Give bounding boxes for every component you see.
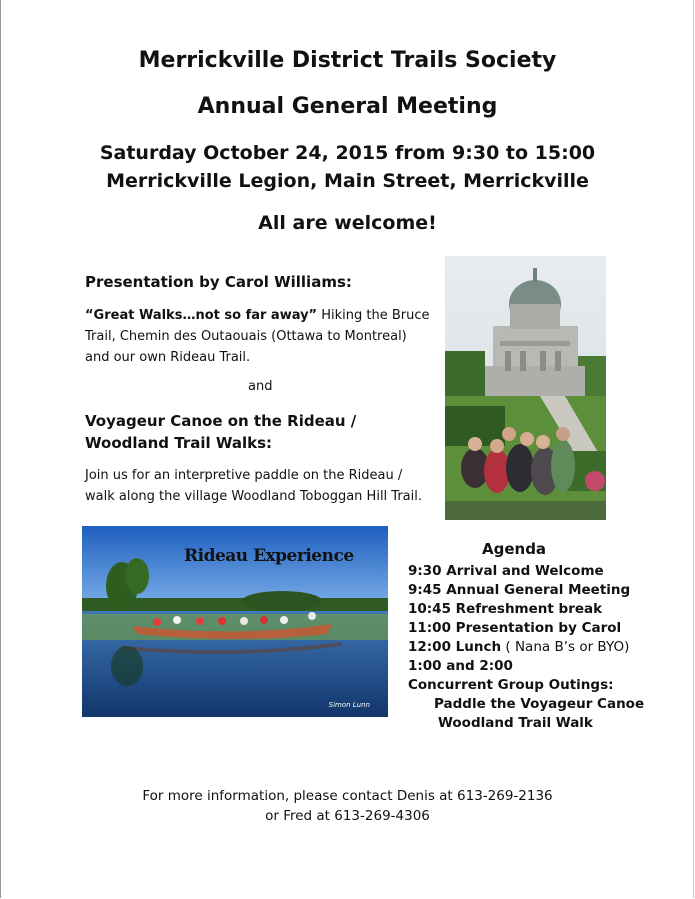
- agenda-title: Agenda: [482, 540, 547, 558]
- org-title: Merrickville District Trails Society: [138, 48, 557, 73]
- lunch-note: ( Nana B’s or BYO): [501, 639, 630, 655]
- agenda-outing: Paddle the Voyageur Canoe: [434, 696, 645, 712]
- location-line: Merrickville Legion, Main Street, Merrickville: [106, 170, 589, 192]
- agenda-list: [408, 562, 644, 733]
- presentation-heading: Presentation by Carol Williams:: [85, 273, 352, 291]
- voyageur-body: Join us for an interpretive paddle on the Rideau / walk along the village Woodland Toboggan Hill Trail.: [85, 468, 422, 504]
- agenda-item: 10:45 Refreshment break: [408, 601, 603, 617]
- lunch-time: 12:00 Lunch: [408, 639, 502, 655]
- oratory-photo: [445, 256, 606, 520]
- footer-line-2: or Fred at 613-269-4306: [265, 808, 430, 824]
- welcome-line: All are welcome!: [258, 212, 437, 234]
- agenda-item-lunch: [408, 638, 644, 657]
- presentation-quote: “Great Walks…not so far away”: [85, 308, 318, 323]
- agenda-item: 1:00 and 2:00: [408, 658, 513, 674]
- agenda-item: 9:45 Annual General Meeting: [408, 582, 631, 598]
- agenda-outing: Woodland Trail Walk: [438, 715, 593, 731]
- voyageur-heading: Voyageur Canoe on the Rideau / Woodland Trail Walks:: [85, 412, 357, 452]
- canoe-photo: [82, 526, 388, 717]
- presentation-text: Hiking the Bruce Trail, Chemin des Outaouais (Ottawa to Montreal) and our own Rideau Trail.: [85, 308, 430, 365]
- footer-line-1: For more information, please contact Denis at 613-269-2136: [142, 788, 553, 804]
- date-line: Saturday October 24, 2015 from 9:30 to 15:00: [99, 142, 596, 164]
- agenda-item: 9:30 Arrival and Welcome: [408, 563, 604, 579]
- agenda-item: 11:00 Presentation by Carol: [408, 620, 622, 636]
- presentation-body: [85, 305, 430, 368]
- canoe-caption: Rideau Experience: [184, 546, 354, 566]
- agenda-item: Concurrent Group Outings:: [408, 677, 614, 693]
- and-text: and: [248, 379, 273, 394]
- photo-credit: Simon Lunn: [328, 701, 370, 709]
- meeting-title: Annual General Meeting: [197, 94, 498, 119]
